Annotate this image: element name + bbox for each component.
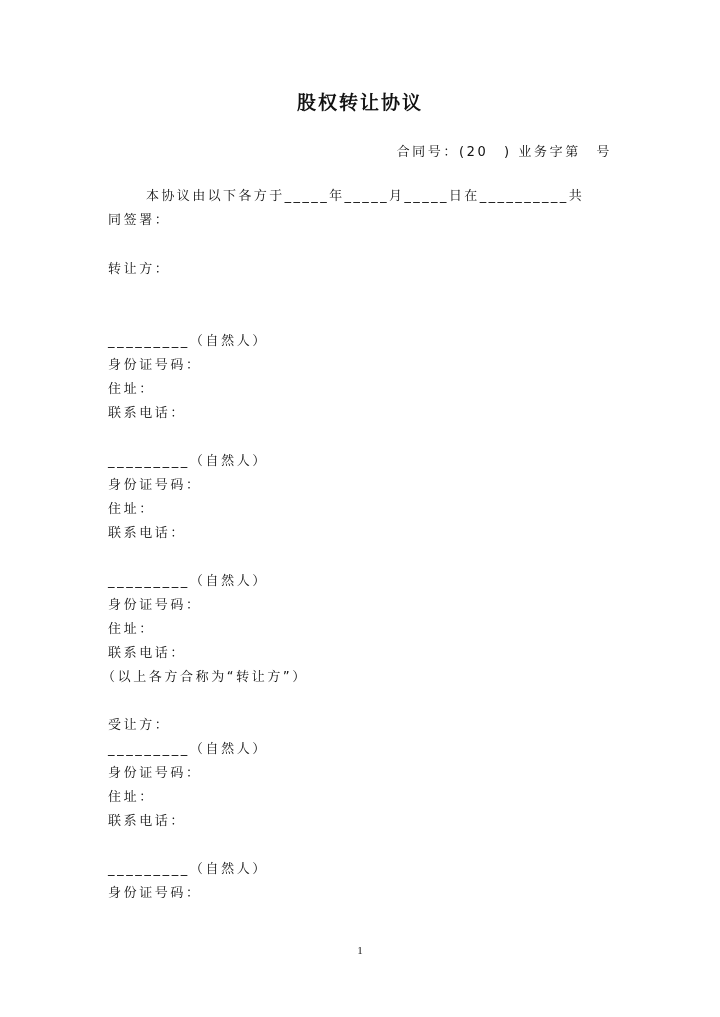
contract-number: 合同号：(20 ) 业务字第 号 [396, 145, 612, 160]
party-name: _________（自然人） [108, 454, 268, 469]
intro-line-2: 同签署： [108, 213, 171, 228]
intro-line-1: 本协议由以下各方于_____年_____月_____日在__________共 [146, 189, 585, 204]
party-name: _________（自然人） [108, 742, 268, 757]
party-name: _________（自然人） [108, 574, 268, 589]
party-address: 住址： [108, 622, 155, 637]
party-name: _________（自然人） [108, 334, 268, 349]
party-id: 身份证号码： [108, 478, 202, 493]
party-address: 住址： [108, 502, 155, 517]
page-number: 1 [357, 945, 363, 957]
party-phone: 联系电话： [108, 526, 187, 541]
document-title: 股权转让协议 [296, 92, 423, 114]
party-address: 住址： [108, 382, 155, 397]
party-id: 身份证号码： [108, 598, 202, 613]
party-phone: 联系电话： [108, 814, 187, 829]
party-phone: 联系电话： [108, 406, 187, 421]
party-id: 身份证号码： [108, 766, 202, 781]
party-phone: 联系电话： [108, 646, 187, 661]
party-id: 身份证号码： [108, 358, 202, 373]
transferee-heading: 受让方： [108, 718, 171, 733]
party-name: _________（自然人） [108, 862, 268, 877]
transferor-note: （以上各方合称为“转让方”） [102, 670, 308, 685]
transferor-heading: 转让方： [108, 262, 171, 277]
party-address: 住址： [108, 790, 155, 805]
party-id: 身份证号码： [108, 886, 202, 901]
